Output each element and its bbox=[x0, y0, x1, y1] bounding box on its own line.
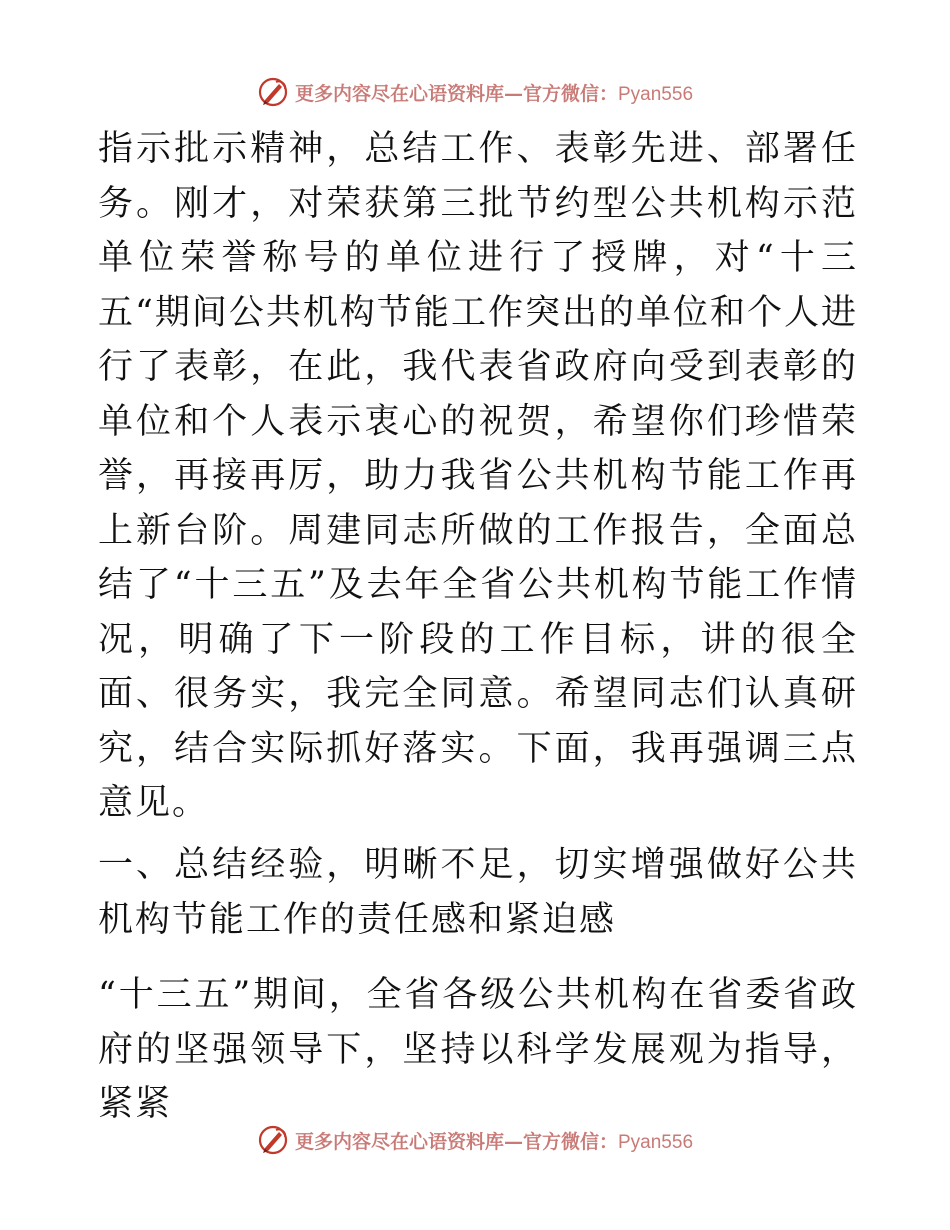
watermark-site-name: 更多内容尽在心语资料库 bbox=[294, 82, 504, 105]
watermark-wechat-id: Pyan556 bbox=[618, 83, 694, 105]
section-heading: 一、总结经验，明晰不足，切实增强做好公共机构节能工作的责任感和紧迫感 bbox=[98, 845, 858, 940]
document-body bbox=[98, 122, 858, 1132]
paragraph: “十三五”期间，全省各级公共机构在省委省政府的坚强领导下，坚持以科学发展观为指导，紧紧 bbox=[98, 975, 858, 1124]
header-watermark bbox=[0, 72, 950, 112]
watermark-text bbox=[295, 1127, 693, 1154]
pen-logo-icon bbox=[257, 1124, 289, 1156]
footer-watermark bbox=[0, 1120, 950, 1160]
watermark-separator: — bbox=[503, 82, 523, 105]
pen-logo-icon bbox=[257, 76, 289, 108]
watermark-wechat-label: 官方微信： bbox=[522, 1130, 618, 1153]
paragraph: 指示批示精神，总结工作、表彰先进、部署任务。刚才，对荣获第三批节约型公共机构示范单位荣誉称号的单位进行了授牌，对“十三五“期间公共机构节能工作突出的单位和个人进行了表彰，在此，我代表省政府向受到表彰的单位和个人表示衷心的祝贺，希望你们珍惜荣誉，再接再厉，助力我省公共机构节能工作再上新台阶。周建同志所做的工作报告，全面总结了“十三五”及去年全省公共机构节能工作情况，明确了下一阶段的工作目标，讲的很全面、很务实，我完全同意。希望同志们认真研究，结合实际抓好落实。下面，我再强调三点意见。 bbox=[98, 129, 858, 823]
watermark-text bbox=[295, 79, 693, 106]
watermark-wechat-id: Pyan556 bbox=[618, 1131, 694, 1153]
watermark-wechat-label: 官方微信： bbox=[522, 82, 618, 105]
watermark-site-name: 更多内容尽在心语资料库 bbox=[294, 1130, 504, 1153]
watermark-separator: — bbox=[503, 1130, 523, 1153]
